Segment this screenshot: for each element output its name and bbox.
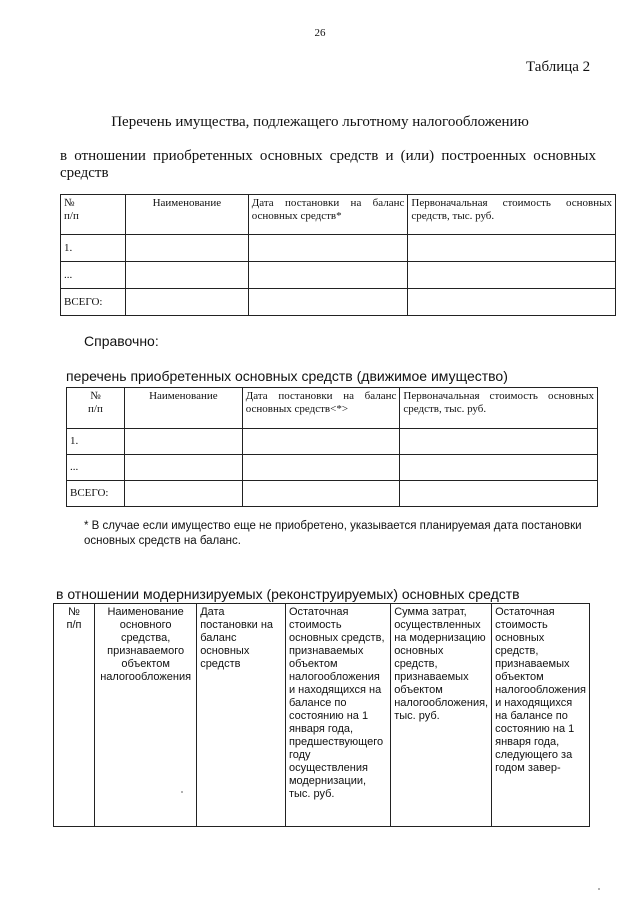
table-cell <box>125 262 248 289</box>
row-label: ВСЕГО: <box>61 289 126 316</box>
scan-speck <box>181 791 183 793</box>
table-header-row <box>61 195 616 235</box>
table-row <box>67 455 598 481</box>
table-cell <box>242 455 400 481</box>
table-row <box>67 429 598 455</box>
table-cell <box>242 429 400 455</box>
section1-heading: в отношении приобретенных основных средств и (или) построенных основных <box>60 148 596 164</box>
table-cell <box>125 235 248 262</box>
row-label: ... <box>61 262 126 289</box>
table-cell <box>242 481 400 507</box>
table-cell <box>400 455 598 481</box>
table-cell <box>408 289 616 316</box>
header-number: № п/п <box>61 195 126 235</box>
table-cell <box>408 235 616 262</box>
header-modernization-costs: Сумма затрат, осуществленных на модернизацию основных средств, признаваемых объектом налогообложения, тыс. руб. <box>391 604 492 827</box>
header-date: Дата постановки на баланс основных средств <box>197 604 286 827</box>
table-cell <box>124 455 242 481</box>
table-cell <box>124 481 242 507</box>
page-title: Перечень имущества, подлежащего льготному налогообложению <box>111 114 529 130</box>
footnote-line2: основных средств на баланс. <box>84 535 241 547</box>
table-header-row <box>54 604 590 827</box>
header-cost: Первоначальная стоимость основных средств, тыс. руб. <box>408 195 616 235</box>
header-date: Дата постановки на баланс основных средств<*> <box>242 388 400 429</box>
table-cell <box>400 429 598 455</box>
header-date: Дата постановки на баланс основных средств* <box>248 195 408 235</box>
section1-heading-continuation: средств <box>60 165 109 181</box>
row-label: ВСЕГО: <box>67 481 125 507</box>
table-cell <box>248 235 408 262</box>
table-cell <box>248 289 408 316</box>
table-row <box>61 262 616 289</box>
page-number: 26 <box>314 27 326 39</box>
movable-assets-table <box>66 387 598 507</box>
table-cell <box>248 262 408 289</box>
scan-speck <box>598 888 600 890</box>
table-total-row <box>67 481 598 507</box>
table-total-row <box>61 289 616 316</box>
reference-list-heading: перечень приобретенных основных средств (движимое имущество) <box>66 368 508 384</box>
table-cell <box>124 429 242 455</box>
table-cell <box>400 481 598 507</box>
header-name: Наименование <box>125 195 248 235</box>
header-number: № п/п <box>54 604 95 827</box>
row-label: 1. <box>61 235 126 262</box>
section2-heading: в отношении модернизируемых (реконструируемых) основных средств <box>56 586 520 602</box>
table-cell <box>125 289 248 316</box>
header-cost: Первоначальная стоимость основных средств, тыс. руб. <box>400 388 598 429</box>
header-name: Наименование основного средства, признаваемого объектом налогообложения <box>95 604 197 827</box>
header-number: № п/п <box>67 388 125 429</box>
footnote-line1: * В случае если имущество еще не приобретено, указывается планируемая дата постановки <box>84 520 582 532</box>
table-label: Таблица 2 <box>526 59 591 75</box>
row-label: ... <box>67 455 125 481</box>
table-cell <box>408 262 616 289</box>
acquired-assets-table <box>60 194 616 316</box>
table-row <box>61 235 616 262</box>
header-residual-before: Остаточная стоимость основных средств, признаваемых объектом налогообложения и находящихся на балансе по состоянию на 1 января года, предшествующего году осуществления модернизации, тыс. руб. <box>285 604 390 827</box>
reference-label: Справочно: <box>84 333 159 349</box>
modernized-assets-table <box>53 603 590 827</box>
table-header-row <box>67 388 598 429</box>
header-residual-after: Остаточная стоимость основных средств, признаваемых объектом налогообложения и находящихся на балансе по состоянию на 1 января года, следующего за годом завер- <box>492 604 590 827</box>
header-name: Наименование <box>124 388 242 429</box>
row-label: 1. <box>67 429 125 455</box>
